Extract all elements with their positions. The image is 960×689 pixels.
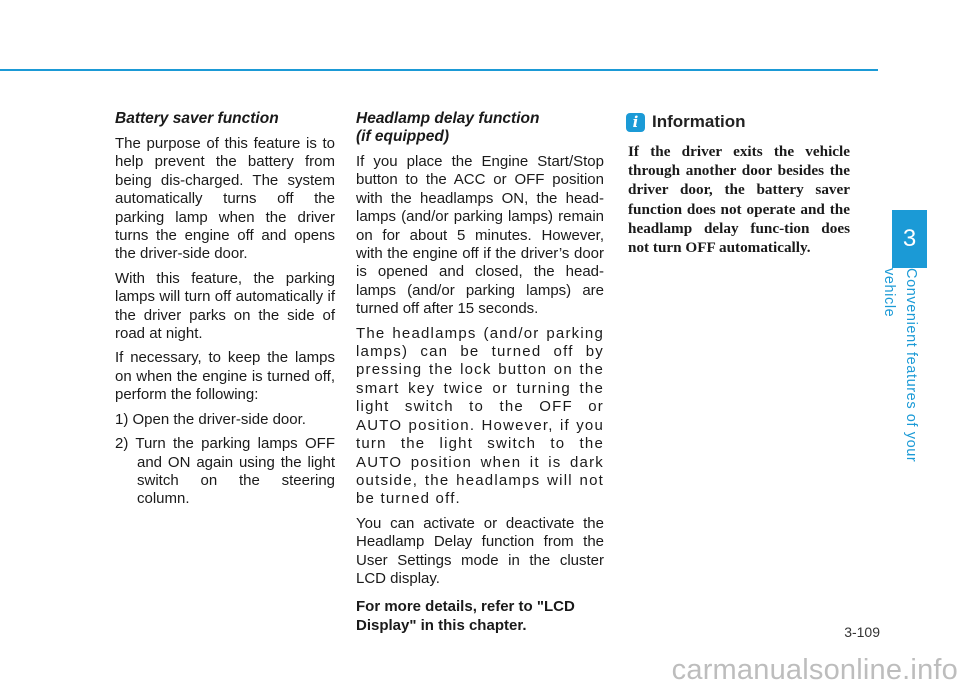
header-rule [0, 69, 878, 71]
step-item: 2) Turn the parking lamps OFF and ON again using the light switch on the steering column. [115, 435, 335, 508]
information-header [626, 110, 850, 134]
info-icon: i [626, 113, 645, 132]
chapter-tab [892, 210, 927, 268]
headlamp-delay-heading-qualifier: (if equipped) [356, 128, 449, 145]
headlamp-delay-paragraph: If you place the Engine Start/Stop button to the ACC or OFF position with the headlamps ON, the head-lamps (and/or parking lamps) remain on for about 5 minutes. However, with the engine off if the driver’s door is opened and closed, the head-lamps (and/or parking lamps) are turned off after 15 seconds. [356, 153, 604, 318]
headlamp-delay-heading [356, 110, 604, 146]
headlamp-delay-paragraph: You can activate or deactivate the Headlamp Delay function from the User Settings mode in the cluster LCD display. [356, 514, 604, 587]
information-title: Information [652, 111, 746, 131]
battery-saver-paragraph: With this feature, the parking lamps will turn off automatically if the driver parks on the side of road at night. [115, 269, 335, 343]
battery-saver-section [115, 110, 335, 515]
information-body: If the driver exits the vehicle through another door besides the driver door, the battery saver function does not operate and the headlamp delay func-tion does not turn OFF automatically. [628, 143, 850, 257]
chapter-number: 3 [902, 225, 917, 252]
battery-saver-steps [115, 411, 335, 509]
headlamp-delay-paragraph: The headlamps (and/or parking lamps) can be turned off by pressing the lock button on the smart key twice or turning the light switch to the OFF or AUTO position. However, if you turn the light switch to the AUTO position when it is dark outside, the headlamps will not be turned off. [356, 324, 604, 508]
battery-saver-paragraph: The purpose of this feature is to help prevent the battery from being dis-charged. The system automatically turns off the parking lamp when the driver turns the engine off and opens the driver-side door. [115, 135, 335, 263]
headlamp-delay-section [356, 110, 604, 641]
watermark: carmanualsonline.info [671, 654, 958, 686]
step-item: 1) Open the driver-side door. [115, 410, 306, 428]
battery-saver-heading: Battery saver function [115, 110, 279, 127]
battery-saver-paragraph: If necessary, to keep the lamps on when the engine is turned off, perform the following: [115, 349, 335, 404]
chapter-title: Convenient features of your vehicle [881, 268, 919, 463]
page-number: 3-109 [844, 624, 880, 640]
information-box [628, 110, 850, 257]
headlamp-delay-note: For more details, refer to "LCD Display" in this chapter. [356, 598, 575, 634]
headlamp-delay-heading-title: Headlamp delay function [356, 110, 540, 127]
